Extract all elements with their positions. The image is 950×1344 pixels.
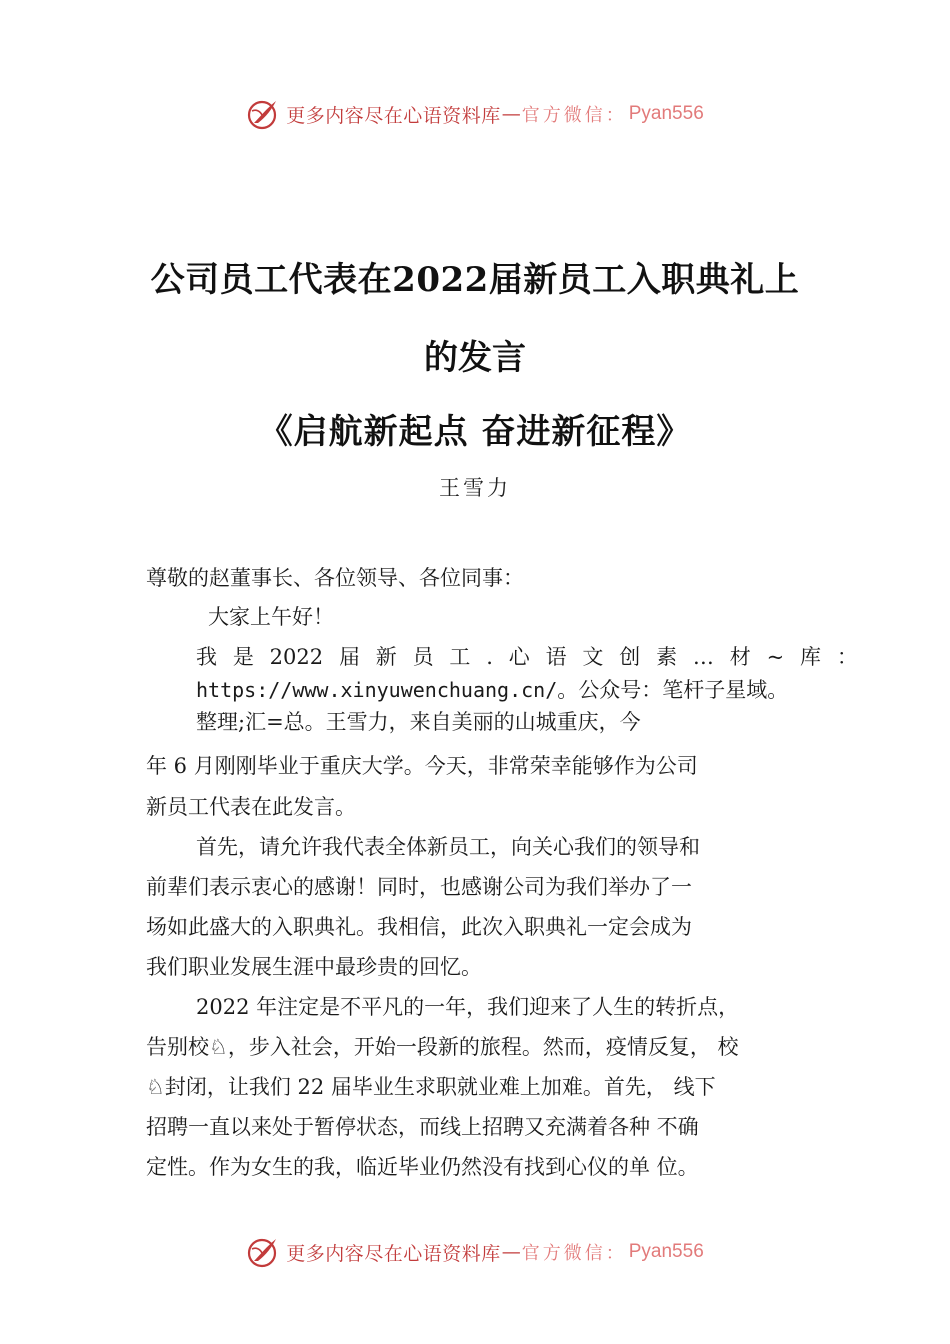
paragraph-1-line-1	[196, 642, 858, 672]
spread-token: ~	[766, 645, 785, 669]
url-tail-text: 。公众号：笔杆子星域。	[557, 678, 789, 702]
document-subtitle: 《启航新起点 奋进新征程》	[258, 412, 692, 452]
spread-token: 员	[412, 645, 434, 669]
paragraph-2-line-4: 我们职业发展生涯中最珍贵的回忆。	[146, 955, 482, 979]
quill-logo-icon	[246, 97, 280, 131]
paragraph-1-line-5: 新员工代表在此发言。	[146, 795, 356, 819]
spread-token: 2022	[269, 645, 324, 669]
paragraph-2-line-1: 首先，请允许我代表全体新员工，向关心我们的领导和	[196, 835, 700, 859]
paragraph-1-line-2	[196, 675, 788, 705]
quill-logo-icon	[246, 1235, 280, 1269]
banner-main-text: 更多内容尽在心语资料库	[286, 1242, 501, 1265]
banner-wechat-id: Pyan556	[628, 1241, 704, 1262]
spread-token: …	[692, 645, 714, 669]
paragraph-3-line-5: 定性。作为女生的我，临近毕业仍然没有找到心仪的单 位。	[146, 1155, 699, 1179]
banner-sub-text: 官方微信：	[521, 1243, 627, 1264]
spread-token: 是	[232, 645, 254, 669]
paragraph-3-line-4: 招聘一直以来处于暂停状态，而线上招聘又充满着各种 不确	[146, 1115, 699, 1139]
banner-sub-text: 官方微信：	[521, 105, 627, 126]
spread-token: 新	[375, 645, 397, 669]
spread-token: ：	[836, 645, 858, 669]
footer-banner	[0, 1232, 950, 1272]
spread-token: 素	[656, 645, 678, 669]
spread-token: 工	[449, 645, 471, 669]
spread-token: .	[486, 645, 493, 669]
paragraph-2-line-3: 场如此盛大的入职典礼。我相信，此次入职典礼一定会成为	[146, 915, 692, 939]
paragraph-3-line-3: ♘封闭，让我们 22 届毕业生求职就业难上加难。首先， 线下	[146, 1075, 716, 1099]
header-banner	[0, 94, 950, 134]
document-title-line2: 的发言	[424, 338, 526, 378]
banner-dash: —	[501, 1241, 521, 1263]
paragraph-2-line-2: 前辈们表示衷心的感谢！同时，也感谢公司为我们举办了一	[146, 875, 692, 899]
spread-token: 创	[619, 645, 641, 669]
spread-token: 文	[582, 645, 604, 669]
paragraph-1-line-3: 整理;汇=总。王雪力，来自美丽的山城重庆，今	[196, 710, 641, 734]
spread-token: 库	[800, 645, 821, 669]
spread-token: 我	[196, 645, 217, 669]
banner-wechat-id: Pyan556	[628, 103, 704, 124]
website-url: https://www.xinyuwenchuang.cn/	[196, 678, 558, 702]
spread-token: 心	[508, 645, 530, 669]
author-name: 王雪力	[439, 476, 511, 500]
spread-token: 语	[545, 645, 567, 669]
banner-main-text: 更多内容尽在心语资料库	[286, 104, 501, 127]
paragraph-1-line-4: 年 6 月刚刚毕业于重庆大学。今天，非常荣幸能够作为公司	[146, 754, 698, 778]
paragraph-3-line-1: 2022 年注定是不平凡的一年，我们迎来了人生的转折点，	[196, 995, 740, 1019]
greeting: 大家上午好！	[208, 605, 334, 629]
spread-token: 届	[338, 645, 360, 669]
spread-token: 材	[729, 645, 751, 669]
banner-dash: —	[501, 103, 521, 125]
paragraph-3-line-2: 告别校♘，步入社会，开始一段新的旅程。然而，疫情反复， 校	[146, 1035, 739, 1059]
document-title-line1: 公司员工代表在2022届新员工入职典礼上	[150, 260, 800, 300]
salutation: 尊敬的赵董事长、各位领导、各位同事：	[146, 566, 524, 590]
